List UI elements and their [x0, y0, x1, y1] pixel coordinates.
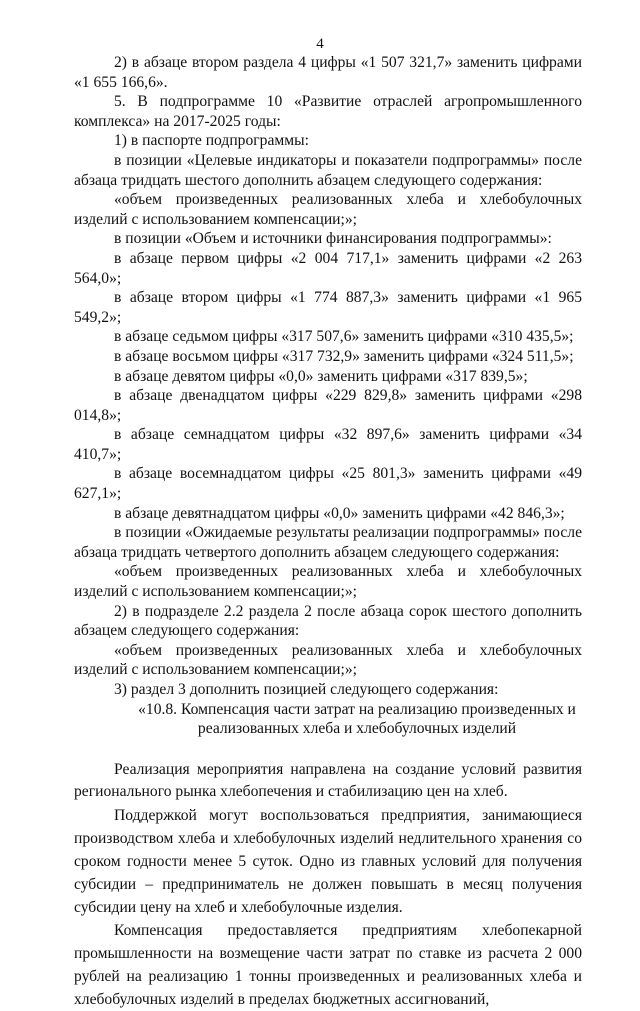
paragraph: в абзаце седьмом цифры «317 507,6» заменить цифрами «310 435,5»; [114, 328, 574, 346]
paragraph: в позиции «Ожидаемые результаты реализации подпрограммы» после абзаца тридцать четвертого дополнить абзацем следующего содержания: [74, 524, 582, 561]
paragraph: в позиции «Объем и источники финансирования подпрограммы»: [114, 230, 552, 248]
body-paragraph: Реализация мероприятия направлена на создание условий развития регионального рынка хлебопечения и стабилизацию цен на хлеб. [74, 760, 582, 801]
paragraph: в абзаце восьмом цифры «317 732,9» заменить цифрами «324 511,5»; [114, 347, 574, 365]
section-heading [74, 700, 582, 739]
paragraph: «объем произведенных реализованных хлеба и хлебобулочных изделий с использованием компенсации;»; [74, 641, 582, 679]
body-paragraph: Поддержкой могут воспользоваться предприятия, занимающиеся производством хлеба и хлебобулочных изделий недлительного хранения со сроком годности менее 5 суток. Одно из главных условий для получения субсидии – предприниматель не должен повышать в месяц получения субсидии цену на хлеб и хлебобулочные изделия. [74, 806, 582, 916]
paragraph: в абзаце восемнадцатом цифры «25 801,3» заменить цифрами «49 627,1»; [74, 465, 582, 503]
body-paragraph: Компенсация предоставляется предприятиям хлебопекарной промышленности на возмещение части затрат по ставке из расчета 2 000 рублей на реализацию 1 тонны произведенных и реализованных хлеба и хлебобулочных изделий в пределах бюджетных ассигнований, [74, 921, 582, 1008]
document-body [74, 53, 582, 1011]
paragraph: в позиции «Целевые индикаторы и показатели подпрограммы» после абзаца тридцать шестого дополнить абзацем следующего содержания: [74, 151, 582, 189]
paragraph: в абзаце двенадцатом цифры «229 829,8» заменить цифрами «298 014,8»; [74, 387, 582, 424]
paragraph: 1) в паспорте подпрограммы: [114, 132, 309, 150]
section-heading-line: «10.8. Компенсация части затрат на реализацию произведенных и [138, 700, 576, 718]
paragraph: 2) в абзаце втором раздела 4 цифры «1 507 321,7» заменить цифрами «1 655 166,6». [74, 54, 582, 91]
paragraph: 2) в подразделе 2.2 раздела 2 после абзаца сорок шестого дополнить абзацем следующего содержания: [74, 602, 582, 640]
paragraph: в абзаце первом цифры «2 004 717,1» заменить цифрами «2 263 564,0»; [74, 249, 582, 287]
paragraph: в абзаце девятом цифры «0,0» заменить цифрами «317 839,5»; [114, 367, 528, 385]
paragraph: «объем произведенных реализованных хлеба и хлебобулочных изделий с использованием компенсации;»; [74, 191, 582, 228]
page-number: 4 [316, 36, 324, 52]
section-heading-line: реализованных хлеба и хлебобулочных изделий [197, 720, 517, 738]
paragraph: 3) раздел 3 дополнить позицией следующего содержания: [114, 681, 499, 698]
paragraph: в абзаце втором цифры «1 774 887,3» заменить цифрами «1 965 549,2»; [74, 289, 582, 326]
paragraph: в абзаце семнадцатом цифры «32 897,6» заменить цифрами «34 410,7»; [74, 426, 582, 463]
paragraph: «объем произведенных реализованных хлеба и хлебобулочных изделий с использованием компенсации;»; [74, 563, 582, 601]
paragraph: в абзаце девятнадцатом цифры «0,0» заменить цифрами «42 846,3»; [114, 504, 565, 522]
paragraph: 5. В подпрограмме 10 «Развитие отраслей агропромышленного комплекса» на 2017-2025 годы: [74, 93, 582, 130]
